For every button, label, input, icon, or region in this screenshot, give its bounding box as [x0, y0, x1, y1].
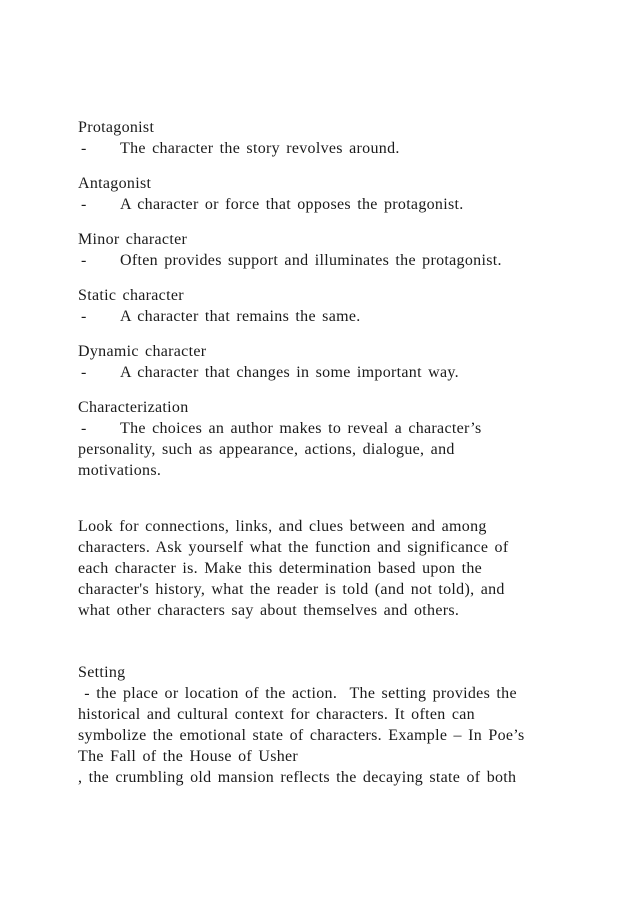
paragraph-line: characters. Ask yourself what the function and significance of: [78, 539, 509, 556]
term-antagonist: Antagonist: [78, 175, 152, 192]
term-characterization: Characterization: [78, 399, 189, 416]
dash: -: [81, 364, 87, 381]
setting-paragraph: [78, 683, 578, 788]
paragraph-line: what other characters say about themselves and others.: [78, 602, 460, 619]
term-protagonist: Protagonist: [78, 119, 155, 136]
term-static-character: Static character: [78, 287, 184, 304]
term-dynamic-character: Dynamic character: [78, 343, 207, 360]
definition-protagonist: [78, 138, 578, 159]
dash: -: [81, 196, 87, 213]
definition-static-character: [78, 306, 578, 327]
dash: -: [81, 420, 87, 437]
definition-text: The choices an author makes to reveal a character’s: [120, 420, 482, 437]
term-minor-character: Minor character: [78, 231, 188, 248]
definition-dynamic-character: [78, 362, 578, 383]
paragraph-line: each character is. Make this determination based upon the: [78, 560, 483, 577]
term-setting: Setting: [78, 664, 126, 681]
definition-antagonist: [78, 194, 578, 215]
paragraph-line: historical and cultural context for characters. It often can: [78, 706, 475, 723]
paragraph-line: character's history, what the reader is told (and not told), and: [78, 581, 505, 598]
definition-text-continued: personality, such as appearance, actions, dialogue, and: [78, 441, 455, 458]
dash: -: [81, 140, 87, 157]
dash: -: [81, 252, 87, 269]
dash: -: [81, 308, 87, 325]
definition-text: Often provides support and illuminates the protagonist.: [120, 252, 502, 269]
document-body: [78, 117, 578, 788]
paragraph-line: - the place or location of the action. The setting provides the: [78, 685, 517, 702]
definition-text: A character that remains the same.: [120, 308, 361, 325]
paragraph-line: , the crumbling old mansion reflects the decaying state of both: [78, 769, 517, 786]
definition-characterization: [78, 418, 578, 439]
paragraph-line: Look for connections, links, and clues between and among: [78, 518, 487, 535]
work-title: The Fall of the House of Usher: [78, 748, 299, 765]
definition-text: A character or force that opposes the protagonist.: [120, 196, 464, 213]
paragraph-line: symbolize the emotional state of characters. Example – In Poe’s: [78, 727, 525, 744]
definition-text: The character the story revolves around.: [120, 140, 400, 157]
definition-text-continued: motivations.: [78, 462, 162, 479]
definition-minor-character: [78, 250, 578, 271]
definition-text: A character that changes in some important way.: [120, 364, 459, 381]
connections-paragraph: [78, 516, 578, 621]
